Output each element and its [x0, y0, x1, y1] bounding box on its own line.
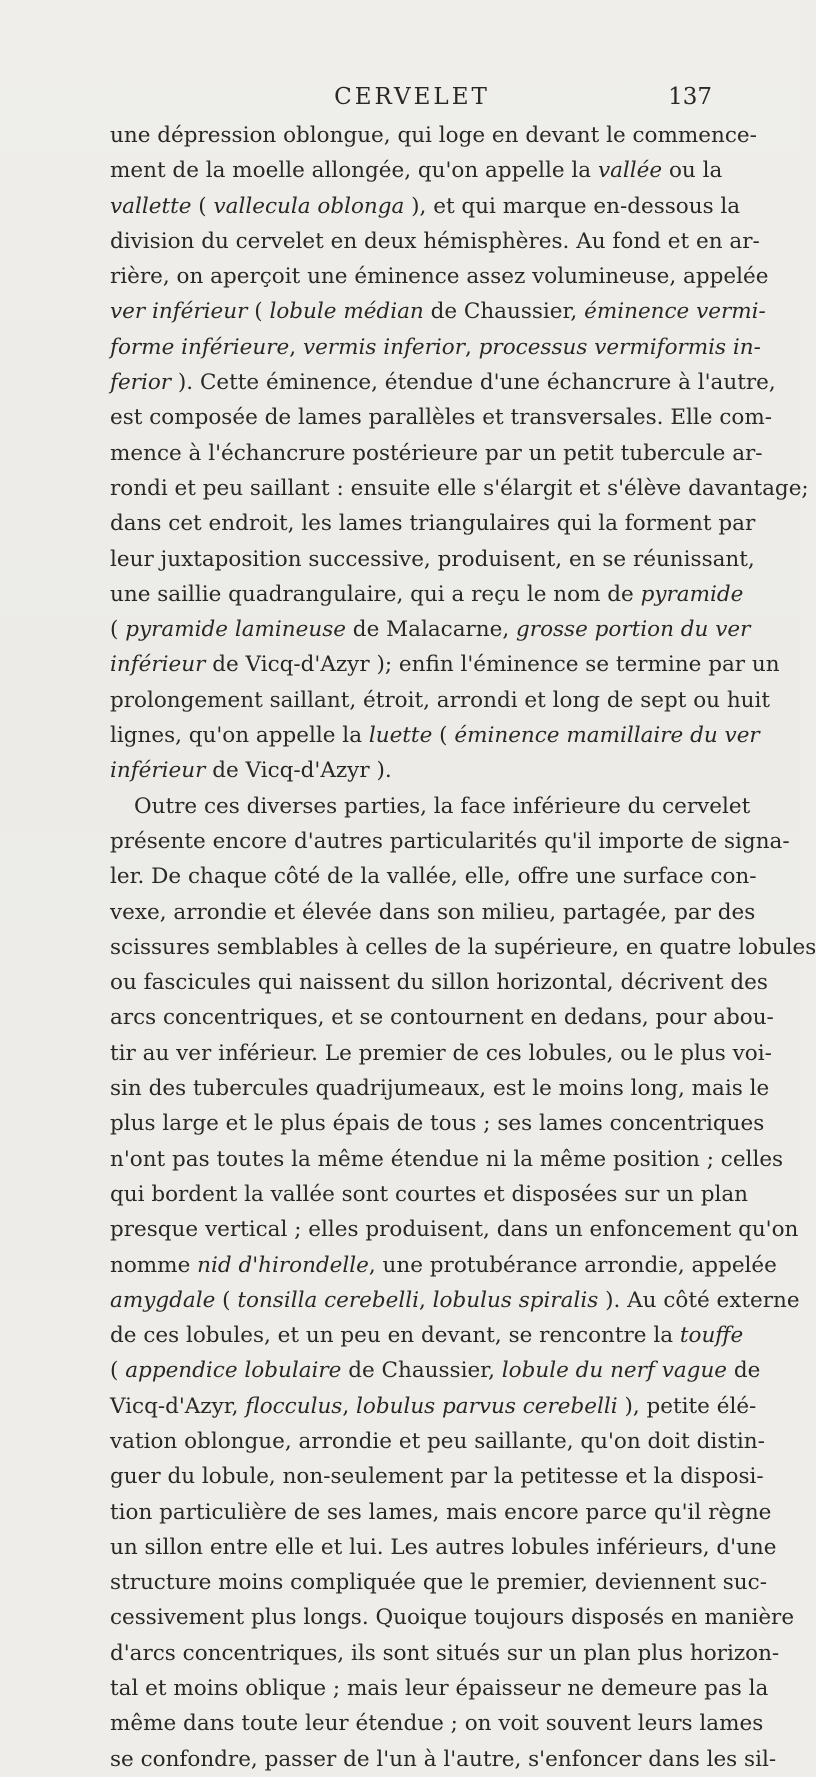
italic-term: luette — [368, 723, 433, 749]
text-segment: arcs concentriques, et se contournent en dedans, pour abou- — [110, 1005, 774, 1031]
text-line — [110, 259, 769, 294]
text-segment: même dans toute leur étendue ; on voit souvent leurs lames — [110, 1711, 764, 1737]
italic-term: vallette — [110, 193, 192, 219]
text-line — [110, 647, 780, 682]
italic-term: lobulus spiralis — [432, 1287, 599, 1313]
text-segment: , une protubérance arrondie, appelée — [368, 1252, 777, 1278]
text-line — [110, 1706, 764, 1741]
text-line — [110, 506, 756, 541]
text-segment: présente encore d'autres particularités qu'il importe de signa- — [110, 828, 790, 854]
text-segment: ( — [215, 1287, 238, 1313]
text-segment: ( — [110, 1358, 126, 1384]
page-number: 137 — [668, 84, 712, 110]
text-line — [110, 683, 771, 718]
text-line — [110, 1000, 774, 1035]
italic-term: appendice lobulaire — [125, 1358, 342, 1384]
text-segment: Vicq-d'Azyr, — [110, 1393, 246, 1419]
text-segment: rondi et peu saillant : ensuite elle s'élargit et s'élève davantage; — [110, 475, 809, 501]
text-segment: mence à l'échancrure postérieure par un petit tubercule ar- — [110, 440, 763, 466]
text-line — [110, 577, 744, 612]
text-segment: ). Cette éminence, étendue d'une échancrure à l'autre, — [171, 370, 776, 396]
text-line — [110, 895, 756, 930]
italic-term: lobulus parvus cerebelli — [356, 1393, 618, 1419]
italic-term: lobule du nerf vague — [501, 1358, 728, 1384]
italic-term: vallée — [597, 158, 663, 184]
text-segment: vexe, arrondie et élevée dans son milieu, partagée, par des — [110, 899, 756, 925]
text-segment: ), petite élé- — [617, 1393, 757, 1419]
text-segment: division du cervelet en deux hémisphères. Au fond et en ar- — [110, 228, 760, 254]
text-line — [110, 789, 751, 824]
text-segment: , — [465, 334, 479, 360]
italic-term: flocculus — [245, 1393, 343, 1419]
page-header — [112, 84, 712, 116]
text-segment: dans cet endroit, les lames triangulaires qui la forment par — [110, 511, 756, 537]
text-segment: d'arcs concentriques, ils sont situés sur un plan plus horizon- — [110, 1640, 780, 1666]
text-line — [110, 1530, 777, 1565]
text-segment: Outre ces diverses parties, la face inférieure du cervelet — [134, 793, 751, 819]
text-line — [110, 330, 761, 365]
text-segment: n'ont pas toutes la même étendue ni la même position ; celles — [110, 1146, 784, 1172]
text-segment: prolongement saillant, étroit, arrondi et long de sept ou huit — [110, 687, 771, 713]
text-line — [110, 1212, 799, 1247]
text-line — [110, 365, 776, 400]
italic-term: grosse portion du ver — [516, 617, 751, 643]
text-segment: ( — [191, 193, 214, 219]
text-segment: tion particulière de ses lames, mais encore parce qu'il règne — [110, 1499, 772, 1525]
text-segment: scissures semblables à celles de la supérieure, en quatre lobules — [110, 934, 816, 960]
text-segment: ou la — [662, 158, 723, 184]
text-segment: leur juxtaposition successive, produisent, en se réunissant, — [110, 546, 755, 572]
italic-term: vermis inferior — [302, 334, 465, 360]
text-line — [110, 153, 723, 188]
text-line — [110, 1495, 772, 1530]
text-segment: sin des tubercules quadrijumeaux, est le moins long, mais le — [110, 1076, 770, 1102]
text-segment: de ces lobules, et un peu en devant, se rencontre la — [110, 1323, 680, 1349]
text-line — [110, 1389, 757, 1424]
text-segment: guer du lobule, non-seulement par la petitesse et la disposi- — [110, 1464, 764, 1490]
italic-term: touffe — [679, 1323, 744, 1349]
text-segment: de Chaussier, — [341, 1358, 502, 1384]
text-segment: ( — [110, 617, 126, 643]
text-segment: ( — [432, 723, 455, 749]
text-segment: cessivement plus longs. Quoique toujours disposés en manière — [110, 1605, 795, 1631]
text-line — [110, 824, 790, 859]
text-line — [110, 1353, 761, 1388]
italic-term: éminence vermi- — [584, 299, 766, 325]
italic-term: vallecula oblonga — [213, 193, 405, 219]
body-text — [110, 118, 816, 1777]
text-segment: , — [342, 1393, 357, 1419]
text-segment: plus large et le plus épais de tous ; ses lames concentriques — [110, 1111, 765, 1137]
text-segment: ). Au côté externe — [598, 1287, 800, 1313]
text-segment: ler. De chaque côté de la vallée, elle, offre une surface con- — [110, 864, 757, 890]
italic-term: amygdale — [110, 1287, 216, 1313]
text-segment: de Malacarne, — [345, 617, 517, 643]
text-line — [110, 471, 809, 506]
text-line — [110, 718, 760, 753]
text-line — [110, 1671, 769, 1706]
text-line — [110, 1283, 800, 1318]
text-segment: ), et qui marque en-dessous la — [404, 193, 741, 219]
text-line — [110, 965, 768, 1000]
text-segment: structure moins compliquée que le premier, deviennent suc- — [110, 1570, 767, 1596]
italic-term: processus vermiformis in- — [478, 334, 761, 360]
text-line — [110, 118, 757, 153]
text-line — [110, 1142, 784, 1177]
italic-term: pyramide lamineuse — [125, 617, 346, 643]
text-line — [110, 294, 766, 329]
text-line — [110, 224, 760, 259]
text-line — [110, 400, 772, 435]
text-line — [110, 1459, 764, 1494]
text-line — [110, 436, 763, 471]
text-segment: un sillon entre elle et lui. Les autres lobules inférieurs, d'une — [110, 1534, 777, 1560]
text-line — [110, 1071, 770, 1106]
text-segment: rière, on aperçoit une éminence assez volumineuse, appelée — [110, 264, 769, 290]
text-line — [110, 1036, 772, 1071]
text-segment: , — [289, 334, 303, 360]
text-segment: de Vicq-d'Azyr ). — [205, 758, 392, 784]
text-segment: qui bordent la vallée sont courtes et disposées sur un plan — [110, 1181, 749, 1207]
text-segment: une saillie quadrangulaire, qui a reçu le nom de — [110, 581, 641, 607]
text-line — [110, 1248, 777, 1283]
text-line — [110, 1424, 765, 1459]
italic-term: tonsilla cerebelli — [237, 1287, 419, 1313]
text-line — [110, 542, 755, 577]
text-segment: lignes, qu'on appelle la — [110, 723, 369, 749]
italic-term: éminence mamillaire du ver — [454, 723, 760, 749]
text-segment: de Vicq-d'Azyr ); enfin l'éminence se termine par un — [205, 652, 780, 678]
italic-term: nid d'hirondelle — [197, 1252, 369, 1278]
text-line — [110, 1565, 767, 1600]
text-line — [110, 189, 741, 224]
text-segment: ou fascicules qui naissent du sillon horizontal, décrivent des — [110, 970, 768, 996]
text-line — [110, 753, 715, 788]
italic-term: inférieur — [110, 652, 206, 678]
text-segment: ( — [247, 299, 270, 325]
italic-term: forme inférieure — [110, 334, 290, 360]
text-segment: une dépression oblongue, qui loge en devant le commence- — [110, 123, 757, 148]
text-segment: vation oblongue, arrondie et peu saillante, qu'on doit distin- — [110, 1428, 765, 1454]
text-segment: , — [419, 1287, 433, 1313]
text-segment: de Chaussier, — [423, 299, 585, 325]
text-line — [110, 1600, 795, 1635]
text-segment: tal et moins oblique ; mais leur épaisseur ne demeure pas la — [110, 1676, 769, 1702]
italic-term: ferior — [110, 370, 172, 396]
text-line — [110, 1636, 780, 1671]
text-segment: tir au ver inférieur. Le premier de ces lobules, ou le plus voi- — [110, 1040, 772, 1066]
italic-term: ver inférieur — [110, 299, 248, 325]
text-line — [110, 1742, 777, 1777]
italic-term: pyramide — [640, 581, 744, 607]
text-line — [110, 1177, 749, 1212]
text-segment: de — [727, 1358, 761, 1384]
text-segment: presque vertical ; elles produisent, dans un enfoncement qu'on — [110, 1217, 799, 1243]
text-segment: nomme — [110, 1252, 198, 1278]
italic-term: lobule médian — [269, 299, 424, 325]
text-line — [110, 612, 751, 647]
text-line — [110, 1318, 744, 1353]
running-title: CERVELET — [334, 84, 490, 110]
text-line — [110, 930, 816, 965]
text-line — [110, 859, 757, 894]
italic-term: inférieur — [110, 758, 206, 784]
text-segment: est composée de lames parallèles et transversales. Elle com- — [110, 405, 772, 431]
text-segment: ment de la moelle allongée, qu'on appelle la — [110, 158, 598, 184]
text-line — [110, 1106, 765, 1141]
text-segment: se confondre, passer de l'un à l'autre, s'enfoncer dans les sil- — [110, 1746, 777, 1772]
